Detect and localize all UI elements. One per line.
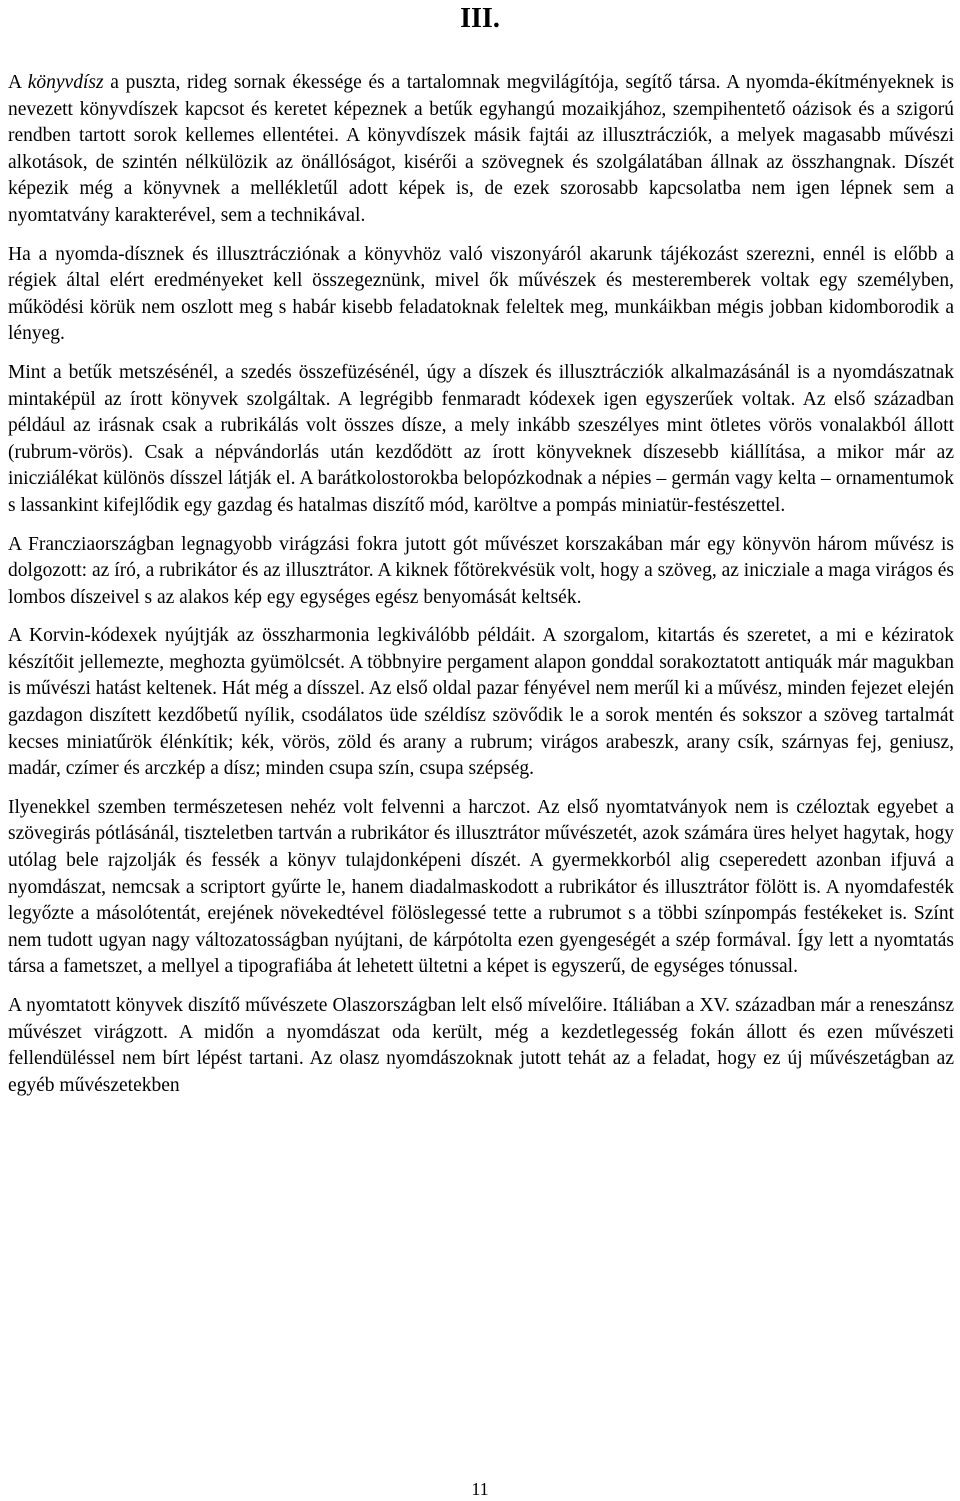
page-number: 11 <box>471 1479 489 1499</box>
paragraph-7: A nyomtatott könyvek diszítő művészete Olaszországban lelt első mívelőire. Itáliában a XV. században már a reneszánsz művészet virágzott. A midőn a nyomdászat oda került, még a kezdetlegesség fokán állott és ezen művészeti fellendüléssel nem bírt lépést tartani. Az olasz nyomdászoknak jutott tehát az a feladat, hogy ez új művészetágban az egyéb művészetekben <box>8 995 954 1096</box>
paragraph-4: A Francziaországban legnagyobb virágzási fokra jutott gót művészet korszakában már egy könyvön három művész is dolgozott: az író, a rubrikátor és az illusztrátor. A kiknek főtörekvésük volt, hogy a szöveg, az inicziale a maga virágos és lombos díszeivel s az alakos kép egy egységes egész benyomását keltsék. <box>8 533 954 608</box>
term-konyvdisz: könyvdísz <box>27 72 104 93</box>
body-text <box>8 70 954 1107</box>
paragraph-1-rest: a puszta, rideg sornak ékessége és a tartalomnak megvilágítója, segítő társa. A nyomda-ékítményeknek is nevezett könyvdíszek kapcsot és keretet képeznek a betűk egyhangú mozaikjához, szempihentető oázisok és a szigorú rendben tartott sorok kellemes ellentétei. A könyvdíszek másik fajtái az illusztrácziók, a melyek magasabb művészi alkotások, de szintén nélkülözik az önállóságot, kisérői a szövegnek és szolgálatában állnak az összhangnak. Díszét képezik még a könyvnek a mellékletűl adott képek is, de ezek szorosabb kapcsolatba nem igen lépnek sem a nyomtatvány karakterével, sem a technikával. <box>8 72 954 226</box>
paragraph-6: Ilyenekkel szemben természetesen nehéz volt felvenni a harczot. Az első nyomtatványok nem is czéloztak egyebet a szövegirás pótlásánál, tiszteletben tartván a rubrikátor és illusztrátor művészetét, azok számára üres helyet hagytak, hogy utólag bele rajzolják és fessék a könyv tulajdonképeni díszét. A gyermekkorból alig cseperedett azonban ifjuvá a nyomdászat, nemcsak a scriptort gyűrte le, hanem diadalmaskodott a rubrikátor és illusztrátor fölött is. A nyomdafesték legyőzte a másolótentát, erejének növekedtével fölöslegessé tette a rubrumot s a többi színpompás festékeket is. Színt nem tudott ugyan nagy változatosságban nyújtani, de kárpótolta ezen gyengeségét a szép formával. Így lett a nyomtatás társa a fametszet, a mellyel a tipografiába át lehetett ültetni a képet is egyszerű, de egységes tónussal. <box>8 796 954 978</box>
paragraph-5: A Korvin-kódexek nyújtják az összharmonia legkiválóbb példáit. A szorgalom, kitartás és szeretet, a mi e kéziratok készítőit jellemezte, meghozta gyümölcsét. A többnyire pergament alapon gonddal sorakoztatott antiquák már magukban is művészi hatást keltenek. Hát még a dísszel. Az első oldal pazar fényével nem merűl ki a művész, minden fejezet elején gazdagon diszített kezdőbetű nyílik, csodálatos üde széldísz szövődik le a sorok mentén és sokszor a szöveg tartalmát kecses miniatűrök élénkítik; kék, vörös, zöld és arany a rubrum; virágos arabeszk, arany csík, szárnyas fej, geniusz, madár, czímer és arczkép a dísz; minden csupa szín, csupa szépség. <box>8 625 954 780</box>
paragraph-1 <box>8 70 954 230</box>
chapter-title: III. <box>460 3 500 34</box>
paragraph-1-lead: A <box>8 72 28 93</box>
paragraph-3: Mint a betűk metszésénél, a szedés összefüzésénél, úgy a díszek és illusztrácziók alkalmazásánál is a nyomdászatnak mintaképül az írott könyvek szolgáltak. A legrégibb fenmaradt kódexek igen egyszerűek voltak. Az első században például az irásnak csak a rubrikálás volt összes dísze, a mely inkább szeszélyes mint ötletes vörös vonalakból állott (rubrum-vörös). Csak a népvándorlás után kezdődött az írott könyveknek díszesebb kiállítása, a mikor már az inicziálékat különös dísszel látják el. A barátkolostorokba belopózkodnak a népies – germán vagy kelta – ornamentumok s lassankint kifejlődik egy gazdag és hatalmas diszítő mód, karöltve a pompás miniatür-festészettel. <box>8 361 954 516</box>
paragraph-2: Ha a nyomda-dísznek és illusztrácziónak a könyvhöz való viszonyáról akarunk tájékozást szerezni, ennél is előbb a régiek által elért eredményeket kell összegeznünk, mivel ők művészek és mesteremberek voltak egy személyben, működési körük nem oszlott meg s habár kisebb feladatoknak feleltek meg, munkáikban mégis jobban kidomborodik a lényeg. <box>8 243 954 345</box>
